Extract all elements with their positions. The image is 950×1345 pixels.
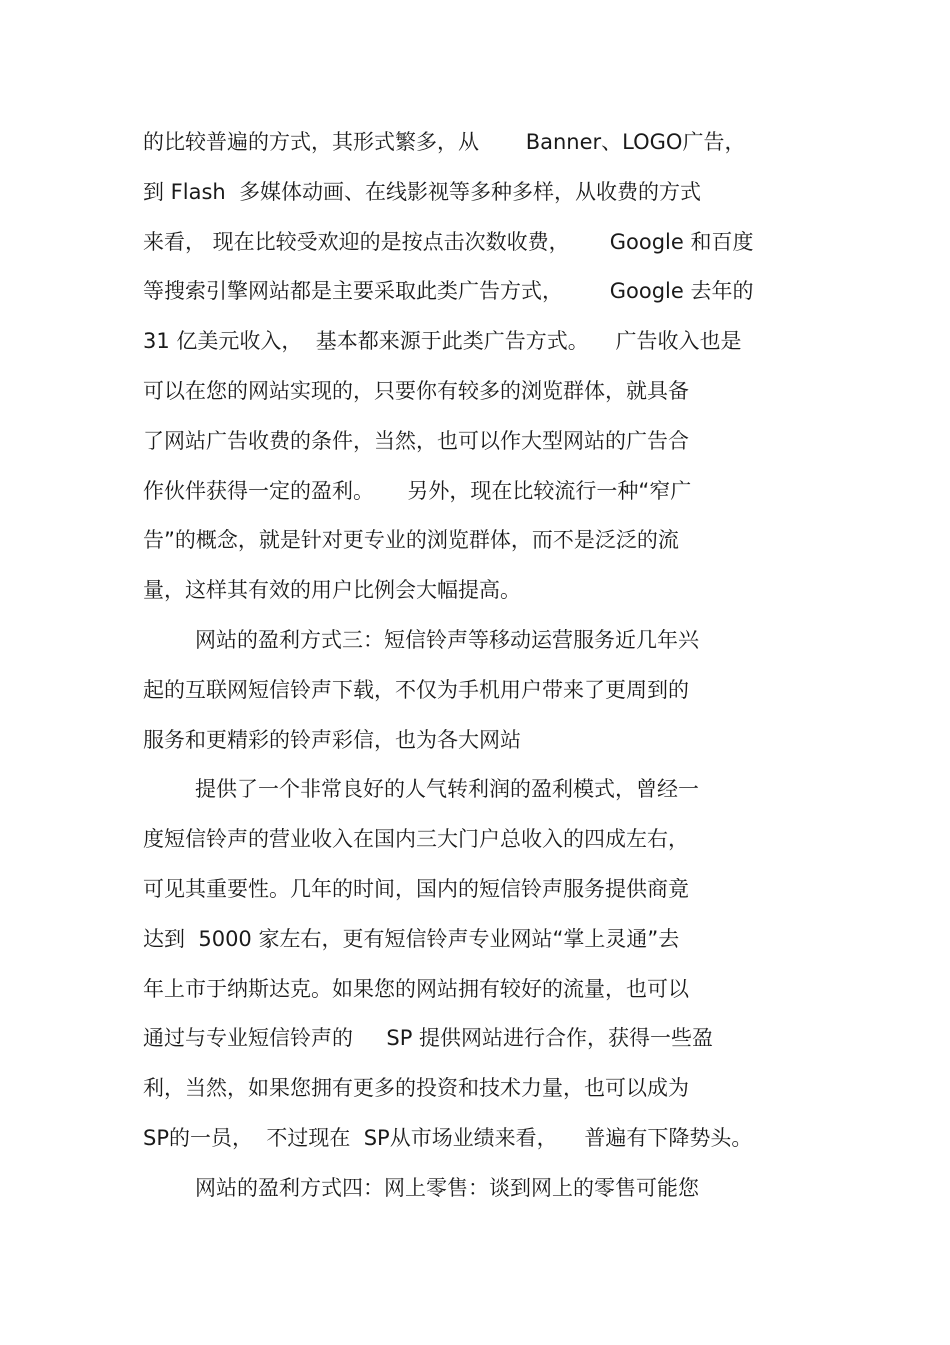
text-line: 可见其重要性。几年的时间，国内的短信铃声服务提供商竟 xyxy=(143,876,689,901)
text-line: 起的互联网短信铃声下载，不仅为手机用户带来了更周到的 xyxy=(143,677,689,702)
text-line: 利，当然，如果您拥有更多的投资和技术力量，也可以成为 xyxy=(143,1076,689,1101)
text-line: 作伙伴获得一定的盈利。 另外，现在比较流行一种“窄广 xyxy=(143,478,692,503)
text-line: 告”的概念，就是针对更专业的浏览群体，而不是泛泛的流 xyxy=(143,528,679,553)
paragraph-start-line: 网站的盈利方式四：网上零售：谈到网上的零售可能您 xyxy=(195,1175,699,1200)
text-line: 量，这样其有效的用户比例会大幅提高。 xyxy=(143,578,521,603)
paragraph-start-line: 网站的盈利方式三：短信铃声等移动运营服务近几年兴 xyxy=(195,627,699,652)
text-line: SP的一员， 不过现在 SP从市场业绩来看， 普遍有下降势头。 xyxy=(143,1125,753,1150)
body-text xyxy=(143,118,823,1214)
paragraph-start-line: 提供了一个非常良好的人气转利润的盈利模式，曾经一 xyxy=(195,777,699,802)
text-line: 的比较普遍的方式，其形式繁多，从 Banner、LOGO广告， xyxy=(143,130,746,154)
text-line: 可以在您的网站实现的，只要你有较多的浏览群体，就具备 xyxy=(143,378,689,403)
text-line: 31 亿美元收入， 基本都来源于此类广告方式。 广告收入也是 xyxy=(143,329,742,354)
text-line: 通过与专业短信铃声的 SP 提供网站进行合作，获得一些盈 xyxy=(143,1026,714,1051)
text-line: 达到 5000 家左右，更有短信铃声专业网站“掌上灵通”去 xyxy=(143,926,680,951)
text-line: 到 Flash 多媒体动画、在线影视等多种多样，从收费的方式 xyxy=(143,179,702,204)
text-line: 来看， 现在比较受欢迎的是按点击次数收费， Google 和百度 xyxy=(143,229,754,254)
text-line: 度短信铃声的营业收入在国内三大门户总收入的四成左右， xyxy=(143,827,689,852)
text-line: 等搜索引擎网站都是主要采取此类广告方式， Google 去年的 xyxy=(143,279,754,304)
text-line: 年上市于纳斯达克。如果您的网站拥有较好的流量，也可以 xyxy=(143,976,689,1001)
text-line: 服务和更精彩的铃声彩信，也为各大网站 xyxy=(143,727,521,752)
text-line: 了网站广告收费的条件，当然，也可以作大型网站的广告合 xyxy=(143,428,689,453)
